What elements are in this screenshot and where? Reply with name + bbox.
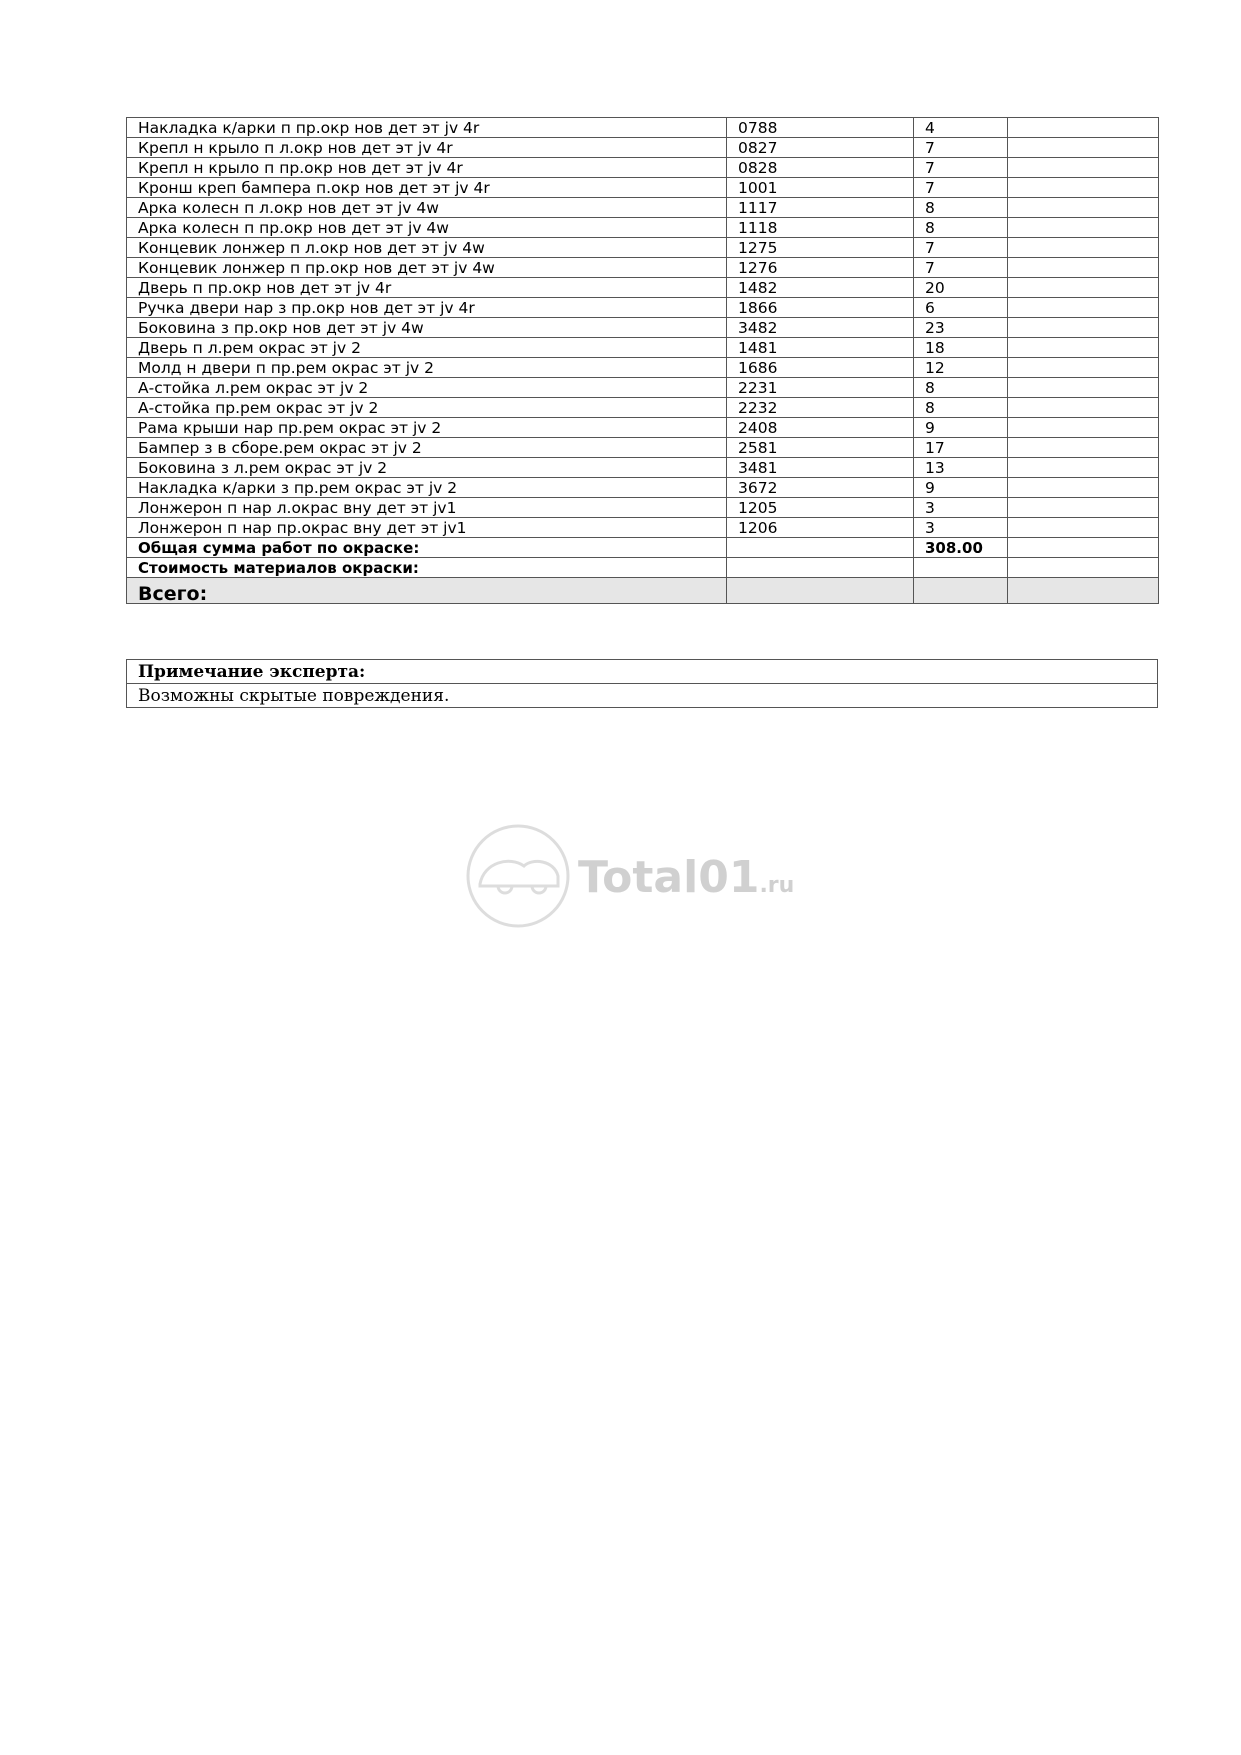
table-row: [127, 158, 1159, 178]
part-value-cell: 7: [914, 178, 1008, 198]
part-code-cell: 1206: [727, 518, 914, 538]
part-value-cell: 7: [914, 258, 1008, 278]
watermark-logo: [466, 822, 795, 932]
part-name-cell: Дверь п пр.окр нов дет эт jv 4r: [127, 278, 727, 298]
part-code-cell: 2231: [727, 378, 914, 398]
part-name-cell: Концевик лонжер п л.окр нов дет эт jv 4w: [127, 238, 727, 258]
part-code-cell: 0788: [727, 118, 914, 138]
expert-note-heading-row: [127, 660, 1158, 684]
part-extra-cell: [1008, 258, 1159, 278]
table-row: [127, 298, 1159, 318]
part-code-cell: 2232: [727, 398, 914, 418]
part-value-cell: 3: [914, 498, 1008, 518]
part-code-cell: 1117: [727, 198, 914, 218]
paint-work-rows: [127, 118, 1159, 538]
table-row: [127, 278, 1159, 298]
part-value-cell: 12: [914, 358, 1008, 378]
part-value-cell: 7: [914, 158, 1008, 178]
part-name-cell: Боковина з пр.окр нов дет эт jv 4w: [127, 318, 727, 338]
table-row: [127, 218, 1159, 238]
part-extra-cell: [1008, 118, 1159, 138]
part-name-cell: Концевик лонжер п пр.окр нов дет эт jv 4w: [127, 258, 727, 278]
expert-note-text-row: [127, 684, 1158, 708]
part-value-cell: 20: [914, 278, 1008, 298]
part-value-cell: 7: [914, 238, 1008, 258]
paint-work-total-value: 308.00: [914, 538, 1008, 558]
part-value-cell: 8: [914, 378, 1008, 398]
grand-total-label: Всего:: [127, 578, 727, 604]
paint-work-table: [126, 117, 1159, 604]
grand-total-value: [914, 578, 1008, 604]
part-extra-cell: [1008, 138, 1159, 158]
table-row: [127, 418, 1159, 438]
table-row: [127, 338, 1159, 358]
part-value-cell: 13: [914, 458, 1008, 478]
part-code-cell: 2581: [727, 438, 914, 458]
part-name-cell: Накладка к/арки з пр.рем окрас эт jv 2: [127, 478, 727, 498]
part-code-cell: 1686: [727, 358, 914, 378]
part-name-cell: Лонжерон п нар пр.окрас вну дет эт jv1: [127, 518, 727, 538]
part-code-cell: 1276: [727, 258, 914, 278]
part-code-cell: 0827: [727, 138, 914, 158]
materials-cost-code: [727, 558, 914, 578]
paint-work-total-code: [727, 538, 914, 558]
part-extra-cell: [1008, 358, 1159, 378]
part-name-cell: Дверь п л.рем окрас эт jv 2: [127, 338, 727, 358]
table-row: [127, 238, 1159, 258]
table-row: [127, 378, 1159, 398]
table-row: [127, 178, 1159, 198]
part-value-cell: 23: [914, 318, 1008, 338]
table-row: [127, 358, 1159, 378]
table-row: [127, 518, 1159, 538]
part-extra-cell: [1008, 458, 1159, 478]
part-value-cell: 9: [914, 418, 1008, 438]
part-code-cell: 2408: [727, 418, 914, 438]
part-name-cell: Крепл н крыло п пр.окр нов дет эт jv 4r: [127, 158, 727, 178]
materials-cost-value: [914, 558, 1008, 578]
part-value-cell: 8: [914, 398, 1008, 418]
expert-note-table: [126, 659, 1158, 708]
part-name-cell: Ручка двери нар з пр.окр нов дет эт jv 4r: [127, 298, 727, 318]
part-name-cell: А-стойка л.рем окрас эт jv 2: [127, 378, 727, 398]
part-value-cell: 7: [914, 138, 1008, 158]
part-extra-cell: [1008, 338, 1159, 358]
part-extra-cell: [1008, 178, 1159, 198]
expert-note-heading: Примечание эксперта:: [127, 660, 1158, 684]
part-extra-cell: [1008, 398, 1159, 418]
part-code-cell: 3482: [727, 318, 914, 338]
part-value-cell: 8: [914, 218, 1008, 238]
part-code-cell: 0828: [727, 158, 914, 178]
part-code-cell: 1481: [727, 338, 914, 358]
table-row: [127, 318, 1159, 338]
part-name-cell: Бампер з в сборе.рем окрас эт jv 2: [127, 438, 727, 458]
grand-total-extra: [1008, 578, 1159, 604]
grand-total-code: [727, 578, 914, 604]
part-name-cell: Молд н двери п пр.рем окрас эт jv 2: [127, 358, 727, 378]
materials-cost-row: [127, 558, 1159, 578]
table-row: [127, 118, 1159, 138]
part-extra-cell: [1008, 378, 1159, 398]
materials-cost-label: Стоимость материалов окраски:: [127, 558, 727, 578]
table-row: [127, 198, 1159, 218]
part-name-cell: Арка колесн п пр.окр нов дет эт jv 4w: [127, 218, 727, 238]
part-extra-cell: [1008, 418, 1159, 438]
part-extra-cell: [1008, 218, 1159, 238]
part-code-cell: 1275: [727, 238, 914, 258]
part-code-cell: 1118: [727, 218, 914, 238]
part-name-cell: Накладка к/арки п пр.окр нов дет эт jv 4r: [127, 118, 727, 138]
part-value-cell: 9: [914, 478, 1008, 498]
table-row: [127, 498, 1159, 518]
grand-total-row: [127, 578, 1159, 604]
table-row: [127, 438, 1159, 458]
part-name-cell: А-стойка пр.рем окрас эт jv 2: [127, 398, 727, 418]
part-value-cell: 18: [914, 338, 1008, 358]
table-row: [127, 138, 1159, 158]
part-code-cell: 1001: [727, 178, 914, 198]
part-extra-cell: [1008, 198, 1159, 218]
part-code-cell: 3672: [727, 478, 914, 498]
table-row: [127, 398, 1159, 418]
part-code-cell: 1482: [727, 278, 914, 298]
part-value-cell: 17: [914, 438, 1008, 458]
part-extra-cell: [1008, 278, 1159, 298]
expert-note-text: Возможны скрытые повреждения.: [127, 684, 1158, 708]
part-extra-cell: [1008, 478, 1159, 498]
paint-work-total-extra: [1008, 538, 1159, 558]
part-value-cell: 3: [914, 518, 1008, 538]
part-extra-cell: [1008, 498, 1159, 518]
part-extra-cell: [1008, 318, 1159, 338]
part-name-cell: Рама крыши нар пр.рем окрас эт jv 2: [127, 418, 727, 438]
part-name-cell: Боковина з л.рем окрас эт jv 2: [127, 458, 727, 478]
table-row: [127, 478, 1159, 498]
part-value-cell: 8: [914, 198, 1008, 218]
materials-cost-extra: [1008, 558, 1159, 578]
watermark-text: Total01.ru: [578, 852, 795, 903]
part-extra-cell: [1008, 238, 1159, 258]
part-name-cell: Кронш креп бампера п.окр нов дет эт jv 4r: [127, 178, 727, 198]
part-code-cell: 1866: [727, 298, 914, 318]
part-code-cell: 1205: [727, 498, 914, 518]
part-extra-cell: [1008, 518, 1159, 538]
paint-work-total-label: Общая сумма работ по окраске:: [127, 538, 727, 558]
part-value-cell: 4: [914, 118, 1008, 138]
paint-work-total-row: [127, 538, 1159, 558]
part-extra-cell: [1008, 298, 1159, 318]
watermark-car-icon: [480, 861, 558, 893]
part-name-cell: Арка колесн п л.окр нов дет эт jv 4w: [127, 198, 727, 218]
table-row: [127, 458, 1159, 478]
part-extra-cell: [1008, 438, 1159, 458]
part-name-cell: Лонжерон п нар л.окрас вну дет эт jv1: [127, 498, 727, 518]
part-value-cell: 6: [914, 298, 1008, 318]
part-code-cell: 3481: [727, 458, 914, 478]
table-row: [127, 258, 1159, 278]
part-name-cell: Крепл н крыло п л.окр нов дет эт jv 4r: [127, 138, 727, 158]
part-extra-cell: [1008, 158, 1159, 178]
